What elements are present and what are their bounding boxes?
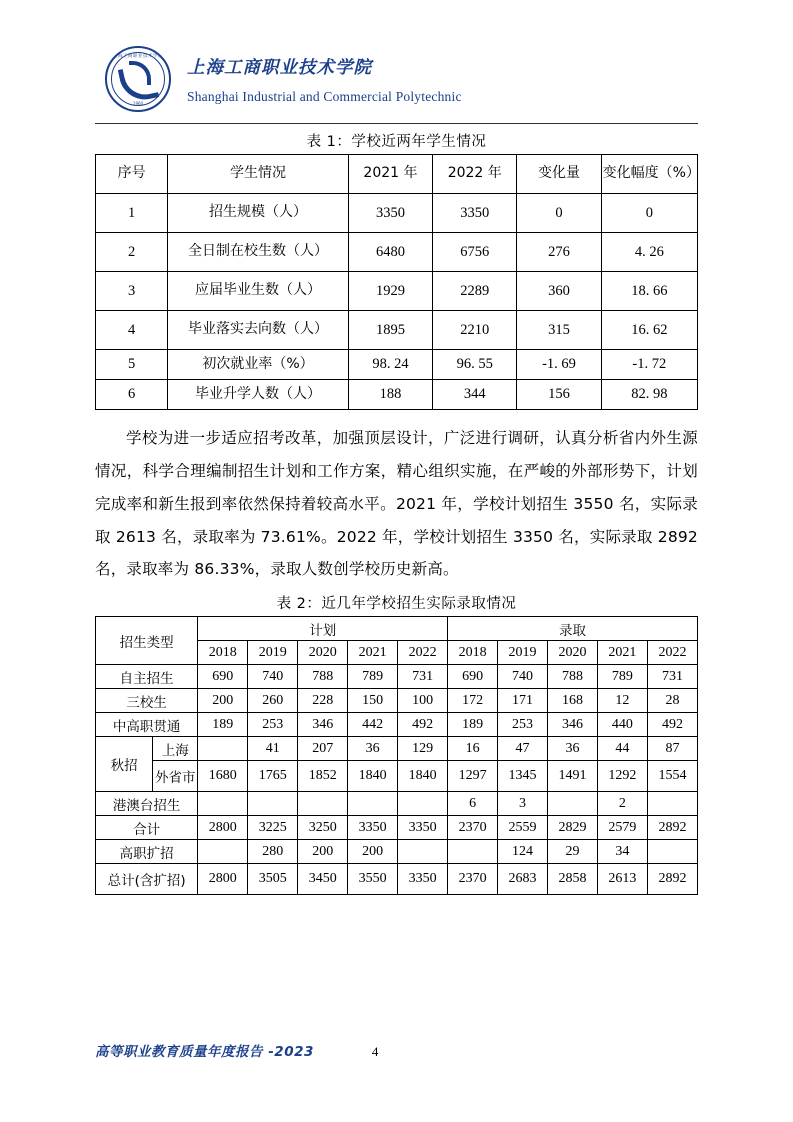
table2-cell: 1840 bbox=[398, 761, 448, 792]
table2-row-label-autumn: 秋招 bbox=[96, 737, 153, 792]
table2-cell: 12 bbox=[597, 689, 647, 713]
table2-row-label: 三校生 bbox=[96, 689, 198, 713]
table2-year-plan: 2020 bbox=[298, 641, 348, 665]
table1-cell: 1929 bbox=[348, 272, 432, 311]
table2-cell: 2 bbox=[597, 792, 647, 816]
page-header bbox=[95, 0, 698, 110]
table1-cell: 应届毕业生数（人） bbox=[168, 272, 349, 311]
table2-cell bbox=[647, 792, 697, 816]
table1-cell: 6480 bbox=[348, 233, 432, 272]
table1-cell: 16. 62 bbox=[601, 311, 697, 350]
footer-page-number: 4 bbox=[371, 1044, 379, 1059]
table2-cell: 44 bbox=[597, 737, 647, 761]
table-row bbox=[96, 311, 698, 350]
table2-cell: 2559 bbox=[498, 816, 548, 840]
table2-cell: 492 bbox=[647, 713, 697, 737]
table-row bbox=[96, 864, 698, 895]
table2-cell: 36 bbox=[548, 737, 598, 761]
table1-cell: 全日制在校生数（人） bbox=[168, 233, 349, 272]
table1-cell: 2 bbox=[96, 233, 168, 272]
table-row-header bbox=[96, 155, 698, 194]
table1-cell: 4. 26 bbox=[601, 233, 697, 272]
table1-cell: -1. 69 bbox=[517, 350, 601, 380]
table2-year-plan: 2021 bbox=[348, 641, 398, 665]
table2-cell: 2370 bbox=[448, 816, 498, 840]
header-divider bbox=[95, 123, 698, 124]
table2-cell: 690 bbox=[448, 665, 498, 689]
table2-row-sublabel: 上海 bbox=[153, 737, 198, 761]
table2-cell: 3350 bbox=[398, 816, 448, 840]
table1-cell: 188 bbox=[348, 380, 432, 410]
table1-cell: 2210 bbox=[433, 311, 517, 350]
body-paragraph: 学校为进一步适应招考改革，加强顶层设计，广泛进行调研，认真分析省内外生源情况，科学合理编制招生计划和工作方案，精心组织实施，在严峻的外部形势下，计划完成率和新生报到率依然保持着较高水平。2021 年，学校计划招生 3550 名，实际录取 2613 名，录取率为 73.61%。2022 年，学校计划招生 3350 名，实际录取 2892 名，录取率为 86.33%，录取人数创学校历史新高。 bbox=[95, 429, 698, 579]
table2-caption: 表 2：近几年学校招生实际录取情况 bbox=[276, 596, 517, 613]
table-row bbox=[96, 689, 698, 713]
table2-cell: 200 bbox=[198, 689, 248, 713]
table2-cell: 34 bbox=[597, 840, 647, 864]
table2-cell: 129 bbox=[398, 737, 448, 761]
table1-header-cell: 学生情况 bbox=[168, 155, 349, 194]
table2-cell: 3550 bbox=[348, 864, 398, 895]
table2-cell: 442 bbox=[348, 713, 398, 737]
table2-year-admit: 2022 bbox=[647, 641, 697, 665]
table-row bbox=[96, 233, 698, 272]
table2-cell: 3505 bbox=[248, 864, 298, 895]
table2-cell: 690 bbox=[198, 665, 248, 689]
table1-cell: 96. 55 bbox=[433, 350, 517, 380]
footer-report-title: 高等职业教育质量年度报告 -2023 bbox=[95, 1044, 314, 1060]
table2-cell: 1491 bbox=[548, 761, 598, 792]
table2-cell: 440 bbox=[597, 713, 647, 737]
table2-cell: 16 bbox=[448, 737, 498, 761]
table2-cell: 788 bbox=[298, 665, 348, 689]
table2-cell: 740 bbox=[498, 665, 548, 689]
table1-cell: 276 bbox=[517, 233, 601, 272]
table2-cell bbox=[448, 840, 498, 864]
table-row bbox=[96, 665, 698, 689]
table2-cell bbox=[647, 840, 697, 864]
table2-cell bbox=[398, 840, 448, 864]
table2-cell: 346 bbox=[298, 713, 348, 737]
table2-cell: 1554 bbox=[647, 761, 697, 792]
table2-cell: 2579 bbox=[597, 816, 647, 840]
table2-cell: 1852 bbox=[298, 761, 348, 792]
table2-year-admit: 2019 bbox=[498, 641, 548, 665]
table1-cell: 毕业升学人数（人） bbox=[168, 380, 349, 410]
table1-cell: 1 bbox=[96, 194, 168, 233]
table2-year-admit: 2018 bbox=[448, 641, 498, 665]
table1-cell: 82. 98 bbox=[601, 380, 697, 410]
table2-cell: 260 bbox=[248, 689, 298, 713]
table1-cell: 98. 24 bbox=[348, 350, 432, 380]
table2-cell: 200 bbox=[348, 840, 398, 864]
table2-cell: 87 bbox=[647, 737, 697, 761]
table-row bbox=[96, 761, 698, 792]
table2-cell: 1840 bbox=[348, 761, 398, 792]
table2-cell: 168 bbox=[548, 689, 598, 713]
table2-cell: 28 bbox=[647, 689, 697, 713]
table2-cell: 2800 bbox=[198, 864, 248, 895]
table2-cell: 280 bbox=[248, 840, 298, 864]
table1-cell: 招生规模（人） bbox=[168, 194, 349, 233]
table2-year-admit: 2020 bbox=[548, 641, 598, 665]
table2-cell: 3350 bbox=[348, 816, 398, 840]
table2-cell: 172 bbox=[448, 689, 498, 713]
table2-cell: 253 bbox=[498, 713, 548, 737]
table-row bbox=[96, 350, 698, 380]
table2-cell: 789 bbox=[597, 665, 647, 689]
table2-cell bbox=[398, 792, 448, 816]
table2-cell: 2613 bbox=[597, 864, 647, 895]
table2-cell: 1292 bbox=[597, 761, 647, 792]
table2-cell: 171 bbox=[498, 689, 548, 713]
table1-cell: 3350 bbox=[348, 194, 432, 233]
logo-bottom-text: 1960 bbox=[132, 101, 144, 106]
table2-cell: 788 bbox=[548, 665, 598, 689]
table2-cell bbox=[298, 792, 348, 816]
page-footer bbox=[95, 1040, 698, 1060]
table1-cell: 初次就业率（%） bbox=[168, 350, 349, 380]
table1-cell: 2289 bbox=[433, 272, 517, 311]
table2-year-plan: 2019 bbox=[248, 641, 298, 665]
table2-cell: 731 bbox=[398, 665, 448, 689]
table2-cell: 100 bbox=[398, 689, 448, 713]
table1-cell: 6 bbox=[96, 380, 168, 410]
table2-cell: 2370 bbox=[448, 864, 498, 895]
table2-cell: 207 bbox=[298, 737, 348, 761]
table2-cell: 1680 bbox=[198, 761, 248, 792]
table2-row-label: 总计(含扩招) bbox=[96, 864, 198, 895]
table2-cell: 189 bbox=[198, 713, 248, 737]
table2-row-label: 高职扩招 bbox=[96, 840, 198, 864]
table2-cell bbox=[198, 792, 248, 816]
table1-cell: 3350 bbox=[433, 194, 517, 233]
table1-cell: 0 bbox=[517, 194, 601, 233]
table2-cell: 3250 bbox=[298, 816, 348, 840]
table2-header-admit: 录取 bbox=[448, 617, 698, 641]
table2-cell: 1765 bbox=[248, 761, 298, 792]
table1-cell: 0 bbox=[601, 194, 697, 233]
table-row bbox=[96, 816, 698, 840]
table-row-header bbox=[96, 617, 698, 641]
logo-top-text: 上海工商职业技术学院 bbox=[113, 54, 163, 59]
table2-cell: 6 bbox=[448, 792, 498, 816]
table2-cell: 3450 bbox=[298, 864, 348, 895]
table2-cell: 2892 bbox=[647, 816, 697, 840]
table2-row-label: 合计 bbox=[96, 816, 198, 840]
table2-cell: 2892 bbox=[647, 864, 697, 895]
table1-caption: 表 1：学校近两年学生情况 bbox=[306, 134, 487, 150]
table1-header-cell: 2021 年 bbox=[348, 155, 432, 194]
table-row bbox=[96, 380, 698, 410]
table2-row-label: 港澳台招生 bbox=[96, 792, 198, 816]
table2-cell: 789 bbox=[348, 665, 398, 689]
table1-cell: 315 bbox=[517, 311, 601, 350]
table2-cell: 47 bbox=[498, 737, 548, 761]
table2-cell: 3225 bbox=[248, 816, 298, 840]
table1-cell: 5 bbox=[96, 350, 168, 380]
table1-header-cell: 2022 年 bbox=[433, 155, 517, 194]
table2-cell: 2800 bbox=[198, 816, 248, 840]
school-name-cn: 上海工商职业技术学院 bbox=[187, 58, 372, 79]
table2-cell: 29 bbox=[548, 840, 598, 864]
table1-cell: 360 bbox=[517, 272, 601, 311]
table2-row-sublabel: 外省市 bbox=[153, 761, 198, 792]
table2-cell: 3350 bbox=[398, 864, 448, 895]
table2-cell bbox=[248, 792, 298, 816]
table-row bbox=[96, 194, 698, 233]
table2-cell: 124 bbox=[498, 840, 548, 864]
table1-header-cell: 变化幅度（%） bbox=[601, 155, 697, 194]
table-students-two-years bbox=[95, 154, 698, 410]
table1-header-cell: 序号 bbox=[96, 155, 168, 194]
table2-cell: 1345 bbox=[498, 761, 548, 792]
table2-cell: 200 bbox=[298, 840, 348, 864]
table2-cell: 36 bbox=[348, 737, 398, 761]
table2-year-admit: 2021 bbox=[597, 641, 647, 665]
table2-cell: 189 bbox=[448, 713, 498, 737]
table1-cell: 3 bbox=[96, 272, 168, 311]
table2-cell bbox=[198, 737, 248, 761]
table2-cell: 1297 bbox=[448, 761, 498, 792]
table2-cell: 731 bbox=[647, 665, 697, 689]
table2-row-label: 中高职贯通 bbox=[96, 713, 198, 737]
table2-cell: 2858 bbox=[548, 864, 598, 895]
table-row bbox=[96, 737, 698, 761]
table2-cell bbox=[548, 792, 598, 816]
table1-cell: 1895 bbox=[348, 311, 432, 350]
table2-cell: 150 bbox=[348, 689, 398, 713]
school-logo-icon bbox=[105, 46, 171, 112]
table-admissions-by-year bbox=[95, 616, 698, 895]
table1-cell: -1. 72 bbox=[601, 350, 697, 380]
table2-cell: 2829 bbox=[548, 816, 598, 840]
table-row bbox=[96, 840, 698, 864]
table2-cell: 228 bbox=[298, 689, 348, 713]
table2-cell: 346 bbox=[548, 713, 598, 737]
table2-row-label: 自主招生 bbox=[96, 665, 198, 689]
table2-cell: 3 bbox=[498, 792, 548, 816]
table1-cell: 毕业落实去向数（人） bbox=[168, 311, 349, 350]
table-row bbox=[96, 792, 698, 816]
school-name-en: Shanghai Industrial and Commercial Polytechnic bbox=[187, 88, 462, 104]
table2-cell: 740 bbox=[248, 665, 298, 689]
table1-cell: 344 bbox=[433, 380, 517, 410]
table2-cell bbox=[348, 792, 398, 816]
table1-cell: 6756 bbox=[433, 233, 517, 272]
table-row bbox=[96, 713, 698, 737]
table1-cell: 18. 66 bbox=[601, 272, 697, 311]
table-row bbox=[96, 272, 698, 311]
table2-header-type: 招生类型 bbox=[96, 617, 198, 665]
table2-year-plan: 2018 bbox=[198, 641, 248, 665]
table1-cell: 4 bbox=[96, 311, 168, 350]
table1-cell: 156 bbox=[517, 380, 601, 410]
table2-header-plan: 计划 bbox=[198, 617, 448, 641]
table2-year-plan: 2022 bbox=[398, 641, 448, 665]
table2-cell: 492 bbox=[398, 713, 448, 737]
table2-cell: 253 bbox=[248, 713, 298, 737]
table1-header-cell: 变化量 bbox=[517, 155, 601, 194]
table2-cell bbox=[198, 840, 248, 864]
table2-cell: 41 bbox=[248, 737, 298, 761]
table2-cell: 2683 bbox=[498, 864, 548, 895]
school-name-block bbox=[187, 57, 462, 105]
